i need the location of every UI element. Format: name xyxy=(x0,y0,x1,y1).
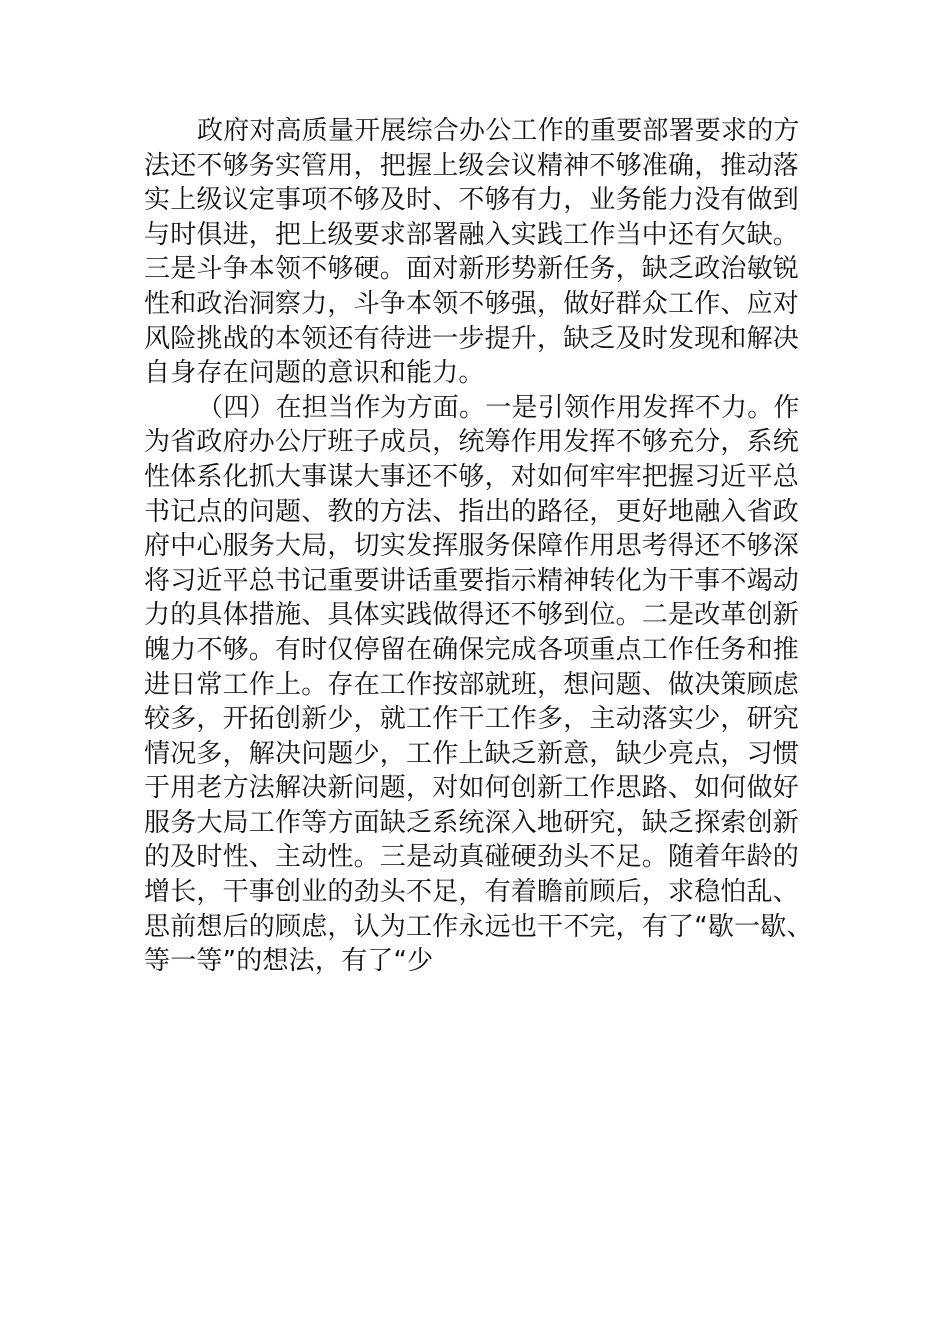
text-line: 政府对高质量开展综合办公工作的重要部署要求的方 xyxy=(197,116,800,146)
text-line: 三是斗争本领不够硬。面对新形势新任务，缺乏政治敏锐 xyxy=(144,254,800,285)
text-line: 实上级议定事项不够及时、不够有力，业务能力没有做到 xyxy=(144,185,800,216)
text-line: 为省政府办公厅班子成员，统筹作用发挥不够充分，系统 xyxy=(144,427,800,458)
text-line: 于用老方法解决新问题，对如何创新工作思路、如何做好 xyxy=(144,773,800,804)
paragraph-1 xyxy=(144,114,810,391)
document-body xyxy=(144,114,813,979)
text-line: 法还不够务实管用，把握上级会议精神不够准确，推动落 xyxy=(144,150,800,181)
text-line: 增长，干事创业的劲头不足，有着瞻前顾后，求稳怕乱、 xyxy=(144,877,800,908)
text-line: 与时俱进，把上级要求部署融入实践工作当中还有欠缺。 xyxy=(144,219,800,250)
text-line: 思前想后的顾虑，认为工作永远也干不完，有了“歇一歇、 xyxy=(144,911,813,942)
text-line: （四）在担当作为方面。一是引领作用发挥不力。作 xyxy=(197,392,800,423)
text-line: 风险挑战的本领还有待进一步提升，缺乏及时发现和解决 xyxy=(144,323,800,354)
text-line: 自身存在问题的意识和能力。 xyxy=(144,358,485,389)
text-line: 性体系化抓大事谋大事还不够，对如何牢牢把握习近平总 xyxy=(144,461,800,492)
text-line: 魄力不够。有时仅停留在确保完成各项重点工作任务和推 xyxy=(144,634,800,665)
text-line: 服务大局工作等方面缺乏系统深入地研究，缺乏探索创新 xyxy=(144,807,800,838)
text-line: 性和政治洞察力，斗争本领不够强，做好群众工作、应对 xyxy=(144,288,800,319)
paragraph-2 xyxy=(144,391,813,979)
text-line: 的及时性、主动性。三是动真碰硬劲头不足。随着年龄的 xyxy=(144,842,800,873)
text-line: 等一等”的想法，有了“少 xyxy=(144,946,434,977)
text-line: 进日常工作上。存在工作按部就班，想问题、做决策顾虑 xyxy=(144,669,800,700)
text-line: 较多，开拓创新少，就工作干工作多，主动落实少，研究 xyxy=(144,704,800,735)
text-line: 将习近平总书记重要讲话重要指示精神转化为干事不竭动 xyxy=(144,565,800,596)
text-line: 力的具体措施、具体实践做得还不够到位。二是改革创新 xyxy=(144,600,800,631)
text-line: 情况多，解决问题少，工作上缺乏新意，缺少亮点，习惯 xyxy=(144,738,800,769)
text-line: 书记点的问题、教的方法、指出的路径，更好地融入省政 xyxy=(144,496,800,527)
text-line: 府中心服务大局，切实发挥服务保障作用思考得还不够深 xyxy=(144,531,800,562)
